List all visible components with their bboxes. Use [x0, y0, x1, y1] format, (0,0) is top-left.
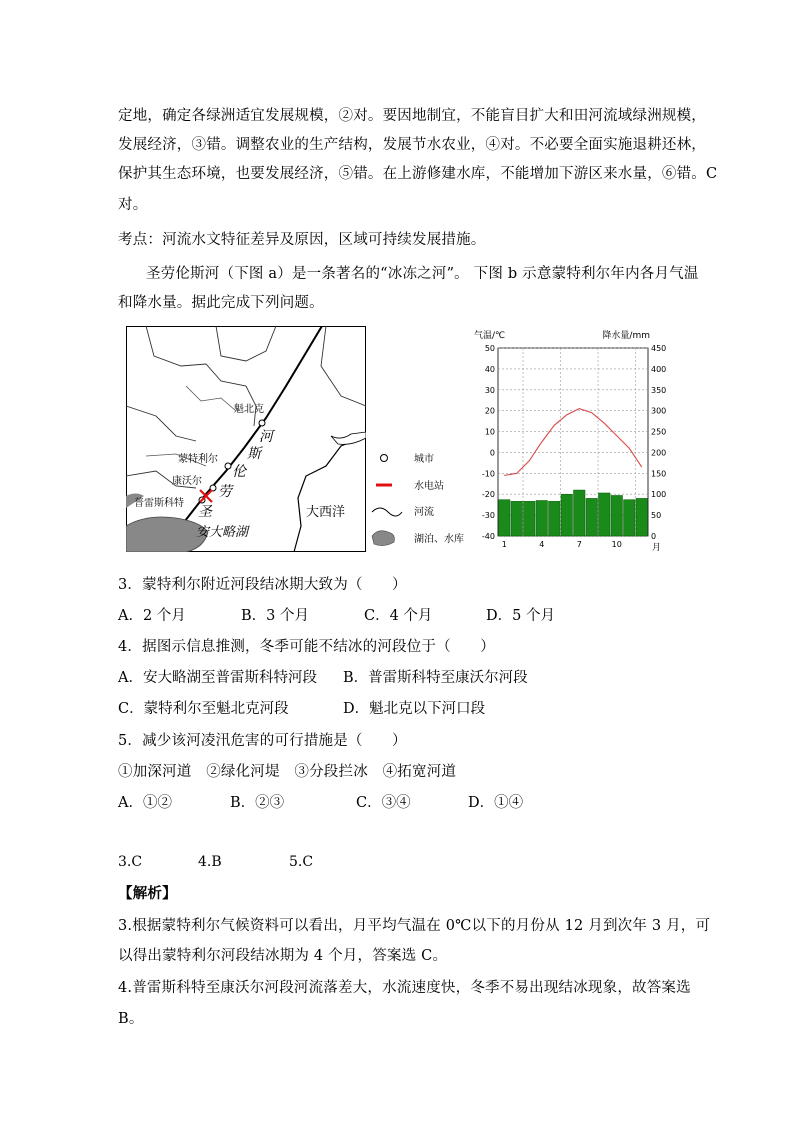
- answer-5: 5.C: [289, 854, 314, 870]
- explanation-line-1: 3.根据蒙特利尔气候资料可以看出，月平均气温在 0℃以下的月份从 12 月到次年 3 月，可: [118, 918, 711, 934]
- question-3-option-a: A．2 个月: [118, 608, 186, 624]
- right-axis-label: 降水量/mm: [602, 331, 650, 341]
- legend-city-icon: [381, 455, 388, 462]
- question-4-option-b: B．普雷斯科特至康沃尔河段: [343, 670, 528, 686]
- city-label-cornwall: 康沃尔: [172, 476, 202, 487]
- city-label-montreal: 蒙特利尔: [178, 454, 218, 465]
- question-3-option-c: C．4 个月: [364, 608, 433, 624]
- answer-3: 3.C: [118, 854, 143, 870]
- paragraph-line-4: 对。: [118, 197, 148, 213]
- right-tick-label: 300: [651, 406, 667, 416]
- river-char-4: 劳: [218, 484, 232, 500]
- legend-lake-label: 湖泊、水库: [414, 534, 464, 545]
- explanation-line-3: 4.普雷斯科特至康沃尔河段河流落差大，水流速度快，冬季不易出现结冰现象，故答案选: [118, 980, 691, 996]
- explanation-line-4: B。: [118, 1011, 144, 1027]
- question-5-option-b: B．②③: [230, 795, 285, 811]
- question-4-stem: 4．据图示信息推测，冬季可能不结冰的河段位于（ ）: [118, 639, 495, 655]
- answer-4: 4.B: [198, 854, 222, 870]
- precipitation-bar: [561, 494, 573, 536]
- river-char-5: 圣: [198, 504, 212, 520]
- right-tick-label: 350: [651, 385, 667, 395]
- city-marker-montreal: [225, 463, 231, 469]
- left-axis-label: 气温/℃: [474, 331, 506, 341]
- left-tick-label: -20: [481, 490, 495, 500]
- left-tick-label: 30: [484, 385, 495, 395]
- precipitation-bar: [574, 490, 586, 536]
- left-tick-label: 50: [484, 344, 495, 353]
- left-tick-label: 40: [484, 364, 495, 374]
- precipitation-bar: [536, 500, 548, 536]
- paragraph-line-1: 定地，确定各绿洲适宜发展规模，②对。要因地制宜，不能盲目扩大和田河流域绿洲规模，: [118, 108, 706, 124]
- precipitation-bar: [549, 501, 561, 536]
- precipitation-bar: [636, 498, 648, 536]
- city-label-quebec: 魁北克: [234, 404, 264, 415]
- question-5-option-a: A．①②: [118, 795, 172, 811]
- question-3-option-d: D．5 个月: [486, 608, 555, 624]
- intro-line-2: 和降水量。据此完成下列问题。: [118, 295, 324, 311]
- city-marker-quebec: [259, 420, 265, 426]
- question-3-option-b: B．3 个月: [241, 608, 309, 624]
- question-5-option-d: D．①④: [468, 795, 524, 811]
- question-4-option-d: D．魁北克以下河口段: [343, 701, 486, 717]
- right-tick-label: 0: [651, 532, 657, 541]
- precipitation-bar: [524, 501, 536, 536]
- legend-hydropower-label: 水电站: [414, 481, 444, 492]
- right-tick-label: 50: [651, 511, 662, 521]
- paragraph-line-2: 发展经济，③错。调整农业的生产结构，发展节水农业，④对。不必要全面实施退耕还林，: [118, 137, 706, 153]
- question-3-stem: 3．蒙特利尔附近河段结冰期大致为（ ）: [118, 577, 407, 593]
- precipitation-bar: [511, 501, 523, 536]
- question-4-option-c: C．蒙特利尔至魁北克河段: [118, 701, 289, 717]
- x-tick-label: 1: [501, 540, 507, 549]
- right-tick-label: 450: [651, 344, 667, 353]
- jiexi-title: 【解析】: [118, 885, 177, 902]
- precipitation-bar: [586, 498, 598, 536]
- right-tick-label: 250: [651, 427, 667, 437]
- river-char-1: 河: [259, 429, 273, 445]
- right-tick-label: 400: [651, 364, 667, 374]
- climate-chart: [472, 326, 672, 552]
- lake-label: 安大略湖: [196, 525, 249, 540]
- precipitation-bar: [499, 500, 511, 536]
- legend-lake-icon: [372, 531, 394, 546]
- map-legend: [368, 440, 468, 550]
- question-5-stem: 5．减少该河凌汛危害的可行措施是（ ）: [118, 733, 407, 749]
- intro-line-1: 圣劳伦斯河（下图 a）是一条著名的“冰冻之河”。 下图 b 示意蒙特利尔年内各月气温: [146, 266, 699, 282]
- x-tick-label: 10: [611, 540, 622, 549]
- left-tick-label: -10: [481, 469, 495, 479]
- right-tick-label: 200: [651, 448, 667, 458]
- right-tick-label: 150: [651, 469, 667, 479]
- precipitation-bar: [624, 500, 636, 536]
- ocean-label: 大西洋: [306, 505, 346, 520]
- left-tick-label: 20: [484, 406, 495, 416]
- left-tick-label: -30: [481, 511, 495, 521]
- legend-river-icon: [372, 508, 402, 516]
- city-label-prescott: 普雷斯科特: [134, 498, 184, 509]
- legend-city-label: 城市: [414, 454, 434, 465]
- legend-river-label: 河流: [414, 507, 434, 518]
- river-map: [126, 326, 366, 552]
- x-tick-label: 4: [539, 540, 545, 549]
- left-tick-label: 10: [484, 427, 495, 437]
- kaodian-line: 考点：河流水文特征差异及原因，区域可持续发展措施。: [118, 232, 486, 248]
- explanation-line-2: 以得出蒙特利尔河段结冰期为 4 个月，答案选 C。: [118, 948, 448, 964]
- question-4-option-a: A．安大略湖至普雷斯科特河段: [118, 670, 317, 686]
- left-tick-label: -40: [481, 532, 495, 541]
- right-tick-label: 100: [651, 490, 667, 500]
- precipitation-bar: [599, 493, 611, 536]
- paragraph-line-3: 保护其生态环境，也要发展经济，⑤错。在上游修建水库，不能增加下游区来水量，⑥错。C: [118, 166, 718, 182]
- x-unit-label: 月: [652, 543, 662, 552]
- question-5-option-c: C．③④: [356, 795, 411, 811]
- left-tick-label: 0: [489, 448, 495, 458]
- river-char-2: 斯: [247, 446, 261, 462]
- question-5-statements: ①加深河道 ②绿化河堤 ③分段拦冰 ④拓宽河道: [118, 764, 457, 780]
- x-tick-label: 7: [576, 540, 582, 549]
- river-char-3: 伦: [232, 464, 246, 480]
- precipitation-bar: [611, 495, 623, 536]
